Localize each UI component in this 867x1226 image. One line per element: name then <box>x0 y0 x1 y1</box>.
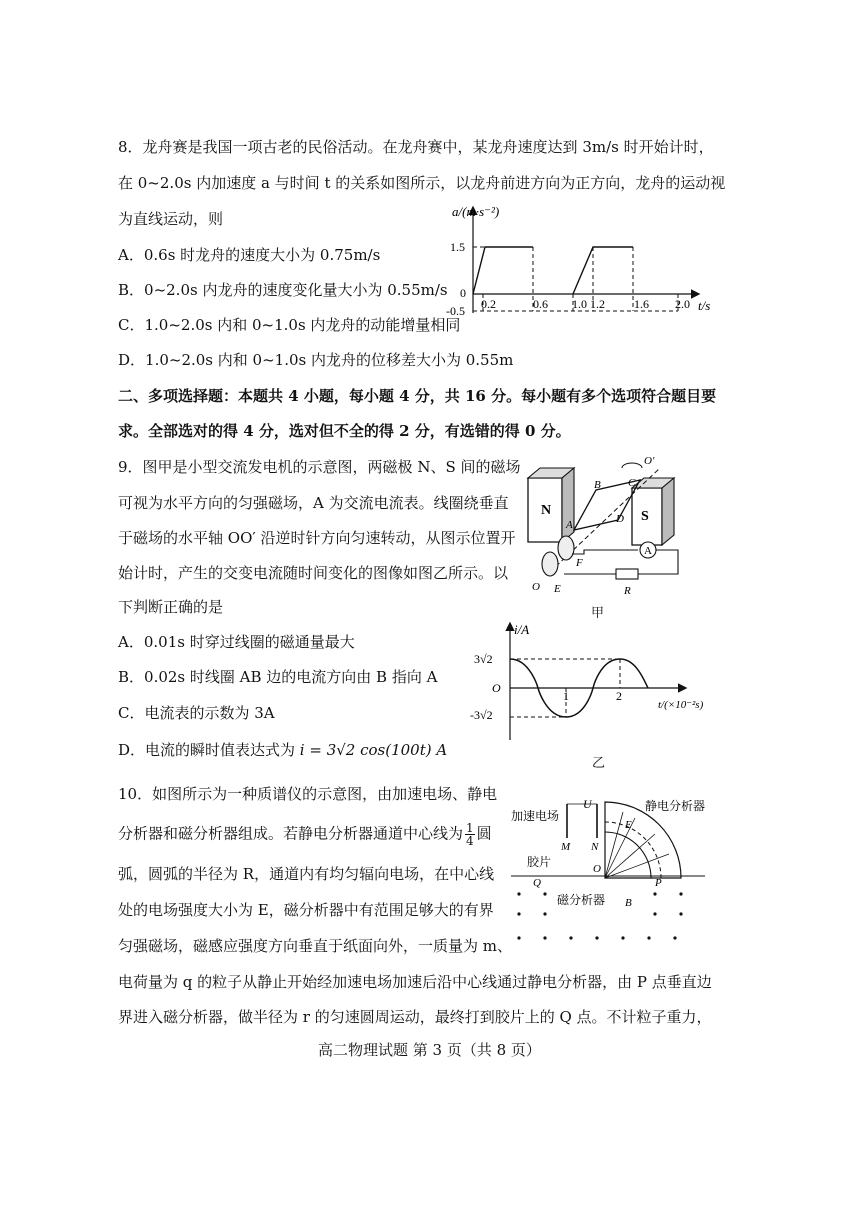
svg-text:O: O <box>532 581 540 593</box>
q9-graph-yzero: O <box>492 681 501 695</box>
q8-graph-xtick-2.0: 2.0 <box>675 297 690 311</box>
q8-option-d: D．1.0~2.0s 内和 0~1.0s 内龙舟的位移差大小为 0.55m <box>118 351 514 369</box>
q9-current-graph <box>460 618 710 748</box>
q8-graph-xtick-0.2: 0.2 <box>481 297 496 311</box>
q8-graph-ytick-1.5: 1.5 <box>450 240 465 254</box>
q9-line4: 始计时，产生的交变电流随时间变化的图像如图乙所示。以 <box>118 564 509 582</box>
q10-label-accel: 加速电场 <box>511 809 560 823</box>
svg-text:B: B <box>625 897 632 909</box>
q10-line2-end: 圆 <box>476 824 492 843</box>
svg-text:O′: O′ <box>644 455 655 467</box>
q8-option-a: A．0.6s 时龙舟的速度大小为 0.75m/s <box>118 246 381 264</box>
q10-label-electro: 静电分析器 <box>645 799 706 813</box>
svg-text:N: N <box>591 841 599 853</box>
svg-text:E: E <box>625 819 632 831</box>
q10-fraction: $\frac{1}{4}$ <box>466 821 474 848</box>
q8-acceleration-graph <box>436 198 716 328</box>
q10-line7: 界进入磁分析器，做半径为 r 的匀速圆周运动，最终打到胶片上的 Q 点。不计粒子重力， <box>118 1008 712 1026</box>
svg-text:F: F <box>576 557 583 569</box>
q8-graph-ytick-0: 0 <box>460 286 466 300</box>
q8-line1: 8．龙舟赛是我国一项古老的民俗活动。在龙舟赛中，某龙舟速度达到 3m/s 时开始计时， <box>118 138 714 156</box>
q9-magnet-s-label: S <box>641 509 649 524</box>
q8-graph-xlabel: t/s <box>698 298 711 313</box>
q9-line3: 于磁场的水平轴 OO′ 沿逆时针方向匀速转动，从图示位置开 <box>118 529 516 547</box>
q10-label-magnetic: 磁分析器 <box>557 893 606 907</box>
q8-option-b: B．0~2.0s 内龙舟的速度变化量大小为 0.55m/s <box>118 281 448 299</box>
q9-magnet-n-label: N <box>541 503 552 518</box>
q9-graph-ytop: 3√2 <box>474 652 493 666</box>
q9-figure-yi-caption: 乙 <box>592 756 606 771</box>
section2-line2: 求。全部选对的得 4 分，选对但不全的得 2 分，有选错的得 0 分。 <box>118 422 571 440</box>
q10-label-film: 胶片 <box>527 855 552 869</box>
q9-line5: 下判断正确的是 <box>118 598 224 616</box>
q10-line6: 电荷量为 q 的粒子从静止开始经加速电场加速后沿中心线通过静电分析器，由 P 点垂直边 <box>118 973 712 991</box>
q8-graph-curve <box>473 247 533 294</box>
svg-text:Q: Q <box>533 877 541 889</box>
svg-text:P: P <box>655 877 662 889</box>
q10-line5: 匀强磁场，磁感应强度方向垂直于纸面向外，一质量为 m、 <box>118 937 512 955</box>
q8-graph-xtick-1.0: 1.0 <box>572 297 587 311</box>
q10-line2 <box>118 822 492 847</box>
q10-spectrometer-diagram <box>505 788 720 963</box>
q9-option-a: A．0.01s 时穿过线圈的磁通量最大 <box>118 633 355 651</box>
q10-line4: 处的电场强度大小为 E，磁分析器中有范围足够大的有界 <box>118 901 494 919</box>
q8-graph-xtick-0.6: 0.6 <box>533 297 548 311</box>
svg-text:B: B <box>594 479 601 491</box>
q8-graph-xtick-1.6: 1.6 <box>634 297 649 311</box>
page-footer: 高二物理试题 第 3 页（共 8 页） <box>318 1041 541 1059</box>
q8-graph-ytick-neg0.5: -0.5 <box>446 304 465 318</box>
q9-option-d-expression: i = 3√2 cos(100t) A <box>299 741 448 759</box>
q9-generator-diagram <box>510 450 690 615</box>
q9-option-c: C．电流表的示数为 3A <box>118 704 275 722</box>
q8-graph-ylabel: a/(m·s⁻²) <box>452 204 500 219</box>
svg-text:U: U <box>583 797 592 811</box>
q9-option-b: B．0.02s 时线圈 AB 边的电流方向由 B 指向 A <box>118 668 438 686</box>
svg-text:A: A <box>566 519 573 531</box>
q8-line3: 为直线运动，则 <box>118 210 224 228</box>
q9-line2: 可视为水平方向的匀强磁场，A 为交流电流表。线圈绕垂直 <box>118 494 509 512</box>
q9-graph-ylabel: i/A <box>514 622 530 637</box>
q10-line2-text: 分析器和磁分析器组成。若静电分析器通道中心线为 <box>118 824 464 843</box>
q9-resistor-label: R <box>624 585 631 597</box>
svg-text:D: D <box>616 513 624 525</box>
q10-line1: 10．如图所示为一种质谱仪的示意图，由加速电场、静电 <box>118 785 498 803</box>
svg-text:M: M <box>561 841 571 853</box>
q10-line3: 弧，圆弧的半径为 R，通道内有均匀辐向电场，在中心线 <box>118 865 495 883</box>
q9-option-d-prefix: D．电流的瞬时值表达式为 <box>118 741 300 759</box>
svg-text:O: O <box>593 863 601 875</box>
q9-graph-xlabel: t/(×10⁻²s) <box>658 699 704 711</box>
q9-graph-ybottom: -3√2 <box>470 708 493 722</box>
section2-line1: 二、多项选择题：本题共 4 小题，每小题 4 分，共 16 分。每小题有多个选项符合题目要 <box>118 387 717 405</box>
q8-option-c: C．1.0~2.0s 内和 0~1.0s 内龙舟的动能增量相同 <box>118 316 461 334</box>
q8-line2: 在 0~2.0s 内加速度 a 与时间 t 的关系如图所示，以龙舟前进方向为正方向，龙舟的运动视 <box>118 174 726 192</box>
q9-graph-xtick-1: 1 <box>563 689 569 703</box>
svg-text:C: C <box>628 477 636 489</box>
q9-ammeter-label: A <box>644 545 652 557</box>
q9-graph-xtick-2: 2 <box>616 689 622 703</box>
svg-text:E: E <box>554 583 561 595</box>
q9-option-d <box>118 740 447 760</box>
q9-figure-jia-caption: 甲 <box>591 606 605 621</box>
q9-line1: 9．图甲是小型交流发电机的示意图，两磁极 N、S 间的磁场 <box>118 458 521 476</box>
q8-graph-xtick-1.2: 1.2 <box>590 297 605 311</box>
